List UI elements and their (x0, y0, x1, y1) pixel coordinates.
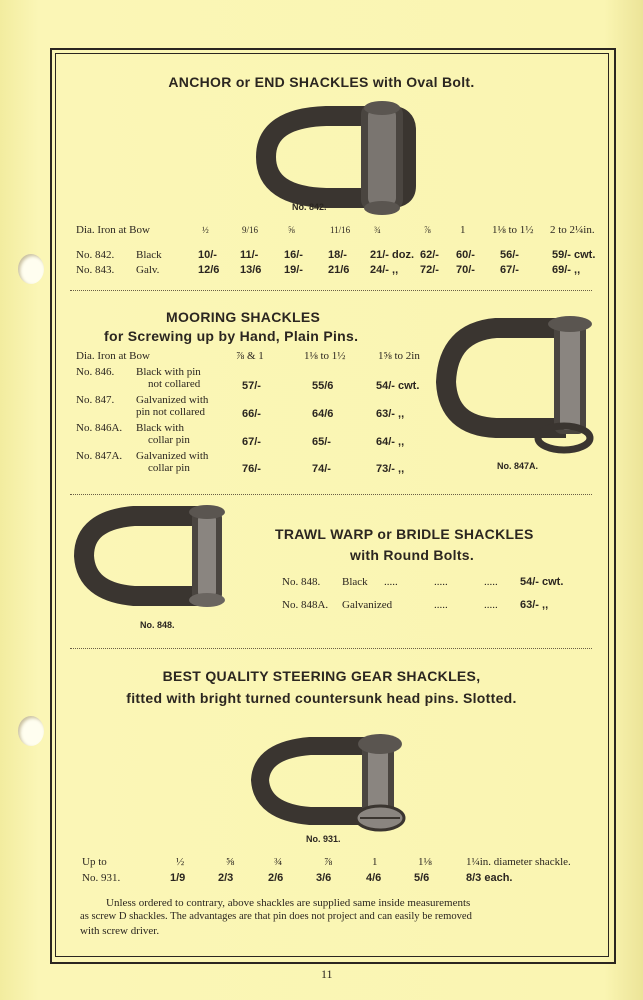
steering-gear-subtitle: fitted with bright turned countersunk head pins. Slotted. (126, 690, 517, 706)
binder-hole-bottom (18, 716, 44, 746)
row-kind: Galvanized (342, 599, 393, 611)
shackle-848-caption: No. 848. (140, 620, 175, 630)
mooring-shackles-title: MOORING SHACKLES (166, 309, 321, 325)
size-col: 1 (372, 856, 378, 868)
price: 67/- (500, 264, 519, 276)
steering-gear-title: BEST QUALITY STEERING GEAR SHACKLES, (162, 668, 481, 684)
price: 69/- ,, (552, 264, 581, 276)
price: 16/- (284, 249, 303, 261)
shackle-931-caption: No. 931. (306, 834, 341, 844)
price: 12/6 (198, 264, 220, 276)
size-col: 1⅛ to 1½ (492, 224, 534, 236)
shackle-842-image (256, 96, 426, 216)
price: 4/6 (366, 872, 382, 884)
row-number: No. 847. (76, 394, 115, 406)
footnote-line-3: with screw driver. (80, 925, 160, 937)
price: 62/- (420, 249, 439, 261)
shackle-848-image (74, 500, 234, 610)
row-number: No. 847A. (76, 450, 123, 462)
price: 63/- ,, (520, 599, 549, 611)
footnote-line-1: Unless ordered to contrary, above shackles are supplied same inside measurements (106, 897, 471, 909)
divider (70, 648, 592, 649)
price: 11/- (240, 249, 259, 261)
col-header: 1⅛ to 1½ (304, 350, 346, 362)
size-col: ½ (202, 225, 209, 235)
footnote-line-2: as screw D shackles. The advantages are that pin does not project and can easily be removed (80, 911, 472, 922)
price: 1/9 (170, 872, 186, 884)
row-desc: collar pin (148, 434, 190, 446)
price: 8/3 each. (466, 872, 513, 884)
size-col: 11/16 (330, 225, 351, 235)
price: 60/- (456, 249, 475, 261)
row-desc: not collared (148, 378, 201, 390)
row-number: No. 931. (82, 872, 121, 884)
size-col: 2 to 2¼in. (550, 224, 595, 236)
anchor-shackles-title: ANCHOR or END SHACKLES with Oval Bolt. (168, 74, 475, 90)
price: 65/- (312, 436, 331, 448)
divider (70, 290, 592, 291)
shackle-842-caption: No. 842. (292, 202, 327, 212)
shackle-847a-image (436, 312, 596, 462)
price: 64/- ,, (376, 436, 405, 448)
price: 21/- doz. (370, 249, 415, 261)
size-col: ¾ (374, 225, 381, 235)
size-col: ⅝ (226, 856, 235, 868)
size-col: 9/16 (242, 225, 259, 235)
row-number: No. 842. (76, 249, 115, 261)
upto-label: Up to (82, 856, 107, 868)
trawl-warp-title: TRAWL WARP or BRIDLE SHACKLES (275, 526, 534, 542)
price: 57/- (242, 380, 261, 392)
size-col: ½ (176, 856, 185, 868)
row-desc: Galvanized with (136, 394, 209, 406)
row-desc: Black with (136, 422, 184, 434)
sec1-header-label: Dia. Iron at Bow (76, 224, 150, 236)
row-number: No. 848. (282, 576, 321, 588)
row-desc: Galvanized with (136, 450, 209, 462)
price: 3/6 (316, 872, 332, 884)
price: 59/- cwt. (552, 249, 596, 261)
row-desc: pin not collared (136, 406, 206, 418)
row-kind: Galv. (136, 264, 160, 276)
price: 19/- (284, 264, 303, 276)
size-col: 1⅛ (418, 856, 432, 868)
price: 70/- (456, 264, 475, 276)
price: 54/- cwt. (376, 380, 420, 392)
price: 74/- (312, 463, 331, 475)
size-col: 1¼in. diameter shackle. (466, 856, 571, 868)
row-number: No. 846A. (76, 422, 123, 434)
price: 2/3 (218, 872, 234, 884)
price: 18/- (328, 249, 347, 261)
price: 10/- (198, 249, 217, 261)
sec2-header-label: Dia. Iron at Bow (76, 350, 150, 362)
leader-dots: ..... (484, 599, 498, 611)
price: 64/6 (312, 408, 334, 420)
price: 63/- ,, (376, 408, 405, 420)
price: 2/6 (268, 872, 284, 884)
price: 56/- (500, 249, 519, 261)
row-kind: Black (136, 249, 162, 261)
size-col: 1 (460, 224, 466, 236)
leader-dots: ..... (384, 576, 398, 588)
leader-dots: ..... (434, 599, 448, 611)
size-col: ⅝ (288, 225, 295, 235)
col-header: ⅞ & 1 (236, 350, 264, 362)
price: 24/- ,, (370, 264, 399, 276)
row-desc: collar pin (148, 462, 190, 474)
shackle-931-image (250, 732, 410, 832)
binder-hole-top (18, 254, 44, 284)
page-number: 11 (321, 967, 333, 981)
leader-dots: ..... (484, 576, 498, 588)
col-header: 1⅝ to 2in (378, 350, 420, 362)
price: 72/- (420, 264, 439, 276)
price: 13/6 (240, 264, 262, 276)
mooring-shackles-subtitle: for Screwing up by Hand, Plain Pins. (104, 328, 359, 344)
price: 67/- (242, 436, 261, 448)
price: 54/- cwt. (520, 576, 564, 588)
price: 66/- (242, 408, 261, 420)
leader-dots: ..... (434, 576, 448, 588)
price: 55/6 (312, 380, 334, 392)
size-col: ⅞ (324, 856, 333, 868)
row-number: No. 846. (76, 366, 115, 378)
price: 5/6 (414, 872, 430, 884)
row-kind: Black (342, 576, 368, 588)
size-col: ¾ (274, 856, 283, 868)
row-number: No. 848A. (282, 599, 329, 611)
price: 73/- ,, (376, 463, 405, 475)
trawl-warp-subtitle: with Round Bolts. (350, 547, 475, 563)
size-col: ⅞ (424, 225, 431, 235)
divider (70, 494, 592, 495)
price: 76/- (242, 463, 261, 475)
shackle-847a-caption: No. 847A. (497, 461, 539, 471)
row-number: No. 843. (76, 264, 115, 276)
row-desc: Black with pin (136, 366, 201, 378)
price: 21/6 (328, 264, 350, 276)
